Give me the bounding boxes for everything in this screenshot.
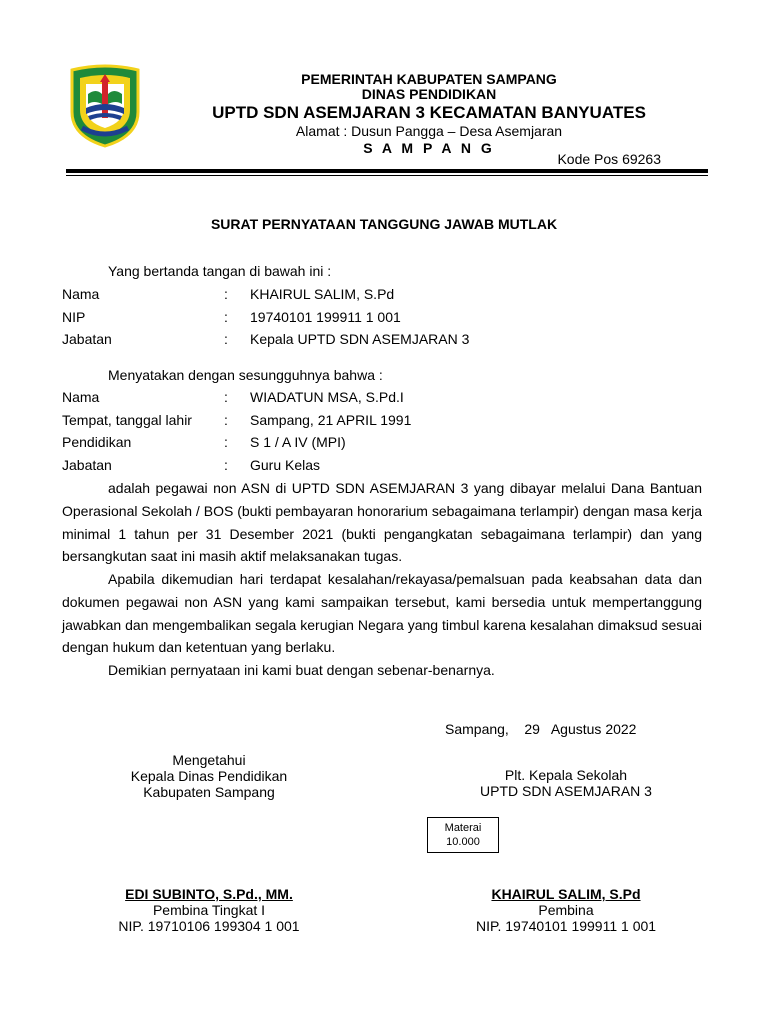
place-date: Sampang, 29 Agustus 2022 <box>445 721 637 737</box>
subject-label-name: Nama <box>62 389 100 405</box>
right-signatory-rank: Pembina <box>538 902 594 918</box>
left-signatory-rank: Pembina Tingkat I <box>152 902 266 918</box>
government-name: PEMERINTAH KABUPATEN SAMPANG <box>301 71 557 87</box>
right-sig-line2: UPTD SDN ASEMJARAN 3 <box>480 783 652 799</box>
subject-label-birth: Tempat, tanggal lahir <box>62 412 192 428</box>
subject-colon: : <box>224 434 228 450</box>
subject-value-education: S 1 / A IV (MPI) <box>250 434 346 450</box>
signer-label-nip: NIP <box>62 309 86 325</box>
department-name: DINAS PENDIDIKAN <box>361 86 497 102</box>
body-paragraph-3: Demikian pernyataan ini kami buat dengan sebenar-benarnya. <box>108 662 495 678</box>
sampang-regency-emblem-icon <box>66 64 144 148</box>
left-signature-footer <box>98 886 320 934</box>
left-signature-header <box>98 752 320 800</box>
right-signatory-name: KHAIRUL SALIM, S.Pd <box>491 886 641 902</box>
subject-colon: : <box>224 412 228 428</box>
body-paragraph-1: adalah pegawai non ASN di UPTD SDN ASEMJARAN 3 yang dibayar melalui Dana Bantuan Operasional Sekolah / BOS (bukti pembayaran honorarium sebagaimana terlampir) dengan masa kerja minimal 1 tahun per 31 Desember 2021 (bukti pengangkatan sebagaimana terlampir) dan yang bersangkutan saat ini masih aktif melaksanakan tugas. <box>62 480 702 565</box>
signer-colon: : <box>224 286 228 302</box>
stamp-value: 10.000 <box>446 836 480 848</box>
right-sig-line1: Plt. Kepala Sekolah <box>504 767 628 783</box>
signer-colon: : <box>224 331 228 347</box>
signer-value-name: KHAIRUL SALIM, S.Pd <box>250 286 395 302</box>
letterhead-divider-thin <box>66 175 708 176</box>
left-signatory-nip: NIP. 19710106 199304 1 001 <box>118 918 300 934</box>
city: S A M P A N G <box>363 140 495 156</box>
signer-label-name: Nama <box>62 286 100 302</box>
address: Alamat : Dusun Pangga – Desa Asemjaran <box>295 123 563 139</box>
duty-stamp-box <box>427 817 499 853</box>
body-paragraph-2: Apabila dikemudian hari terdapat kesalahan/rekayasa/pemalsuan pada keabsahan data dan dokumen pegawai non ASN yang kami sampaikan tersebut, kami bersedia untuk mempertanggung jawabkan dan mengembalikan segala kerugian Negara yang timbul karena kesalahan dimaksud sesuai dengan hukum dan ketentuan yang berlaku. <box>62 571 702 656</box>
left-sig-line3: Kabupaten Sampang <box>143 784 275 800</box>
intro-text: Yang bertanda tangan di bawah ini : <box>108 263 332 279</box>
stamp-label: Materai <box>444 822 482 834</box>
signer-value-position: Kepala UPTD SDN ASEMJARAN 3 <box>250 331 470 347</box>
postal-code: Kode Pos 69263 <box>557 151 661 167</box>
school-name: UPTD SDN ASEMJARAN 3 KECAMATAN BANYUATES <box>212 103 646 122</box>
signer-colon: : <box>224 309 228 325</box>
document-title: SURAT PERNYATAAN TANGGUNG JAWAB MUTLAK <box>210 216 558 232</box>
subject-colon: : <box>224 457 228 473</box>
left-sig-line2: Kepala Dinas Pendidikan <box>130 768 288 784</box>
right-signature-header <box>448 767 684 799</box>
subject-value-position: Guru Kelas <box>250 457 321 473</box>
signer-value-nip: 19740101 199911 1 001 <box>250 309 401 325</box>
statement-intro: Menyatakan dengan sesungguhnya bahwa : <box>108 367 383 383</box>
subject-value-birth: Sampang, 21 APRIL 1991 <box>250 412 412 428</box>
subject-label-education: Pendidikan <box>62 434 132 450</box>
right-signature-footer <box>448 886 684 934</box>
right-signatory-nip: NIP. 19740101 199911 1 001 <box>475 918 657 934</box>
subject-label-position: Jabatan <box>62 457 112 473</box>
left-signatory-name: EDI SUBINTO, S.Pd., MM. <box>125 886 293 902</box>
subject-value-name: WIADATUN MSA, S.Pd.I <box>250 389 404 405</box>
signer-label-position: Jabatan <box>62 331 112 347</box>
letterhead-divider-thick <box>66 169 708 173</box>
subject-colon: : <box>224 389 228 405</box>
left-sig-line1: Mengetahui <box>172 752 246 768</box>
letterhead <box>196 72 662 157</box>
